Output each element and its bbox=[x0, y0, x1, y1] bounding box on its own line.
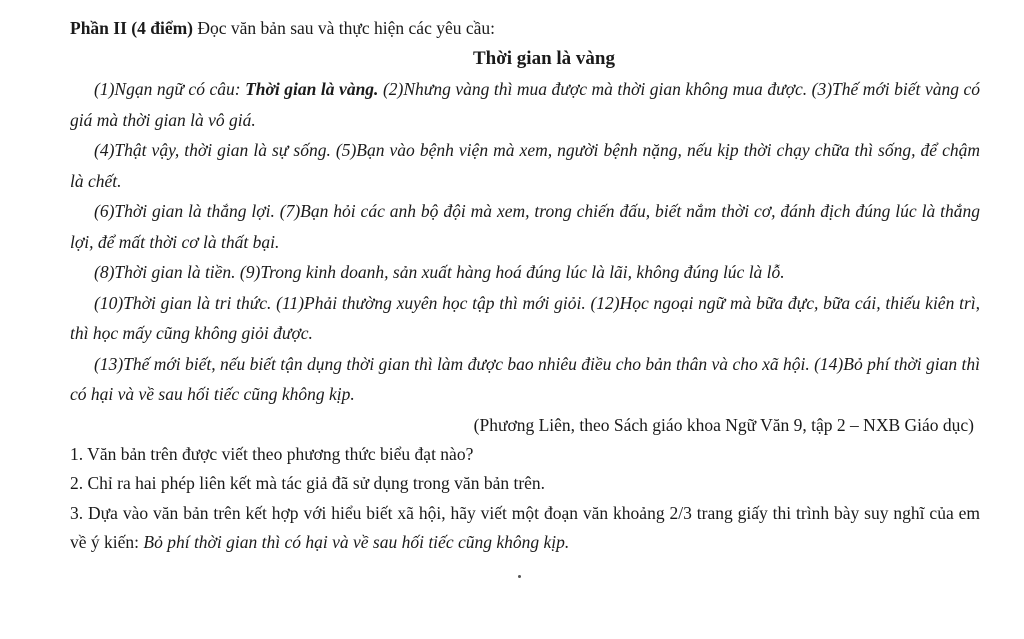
passage-paragraph-6: (13)Thế mới biết, nếu biết tận dụng thời gian thì làm được bao nhiêu điều cho bản thân và cho xã hội. (14)Bỏ phí thời gian thì có hại và về sau hối tiếc cũng không kịp. bbox=[70, 353, 980, 404]
question-3-quote: Bỏ phí thời gian thì có hại và về sau hối tiếc cũng không kịp. bbox=[143, 532, 570, 552]
passage-p1-proverb: Thời gian là vàng. bbox=[245, 79, 379, 99]
passage-title: Thời gian là vàng bbox=[473, 48, 615, 69]
section-label: Phần II (4 điểm) bbox=[70, 18, 193, 38]
question-3 bbox=[70, 499, 980, 558]
stray-dot bbox=[518, 575, 521, 578]
passage-paragraph-3: (6)Thời gian là thắng lợi. (7)Bạn hỏi các anh bộ đội mà xem, trong chiến đấu, biết nắm thời cơ, đánh địch đúng lúc là thắng lợi, để mất thời cơ là thất bại. bbox=[70, 201, 980, 252]
passage-body bbox=[70, 74, 980, 410]
passage-paragraph-2: (4)Thật vậy, thời gian là sự sống. (5)Bạn vào bệnh viện mà xem, người bệnh nặng, nếu kịp thời chạy chữa thì sống, để chậm là chết. bbox=[70, 140, 980, 191]
section-header bbox=[70, 14, 980, 42]
passage-paragraph-1 bbox=[70, 74, 980, 135]
question-2: 2. Chỉ ra hai phép liên kết mà tác giả đã sử dụng trong văn bản trên. bbox=[70, 473, 546, 493]
passage-source: (Phương Liên, theo Sách giáo khoa Ngữ Văn 9, tập 2 – NXB Giáo dục) bbox=[473, 414, 974, 435]
passage-p1-start: (1)Ngạn ngữ có câu: bbox=[94, 79, 246, 99]
question-list bbox=[70, 440, 980, 558]
passage-paragraph-5: (10)Thời gian là tri thức. (11)Phải thường xuyên học tập thì mới giỏi. (12)Học ngoại ngữ mà bữa đực, bữa cái, thiếu kiên trì, thì học mấy cũng không giỏi được. bbox=[70, 292, 980, 343]
question-3-text: 3. Dựa vào văn bản trên kết hợp với hiểu biết xã hội, hãy viết một đoạn văn khoảng 2/3 trang giấy thi trình bày suy nghĩ của em về ý kiến: bbox=[70, 502, 980, 552]
passage-paragraph-4: (8)Thời gian là tiền. (9)Trong kinh doanh, sản xuất hàng hoá đúng lúc là lãi, không đúng lúc là lỗ. bbox=[94, 262, 785, 282]
question-1: 1. Văn bản trên được viết theo phương thức biểu đạt nào? bbox=[70, 443, 474, 464]
passage-p1-end: (2)Nhưng vàng thì mua được mà thời gian không mua được. (3)Thế mới biết vàng có giá mà thời gian là vô giá. bbox=[70, 79, 980, 130]
section-instruction: Đọc văn bản sau và thực hiện các yêu cầu: bbox=[197, 18, 495, 38]
